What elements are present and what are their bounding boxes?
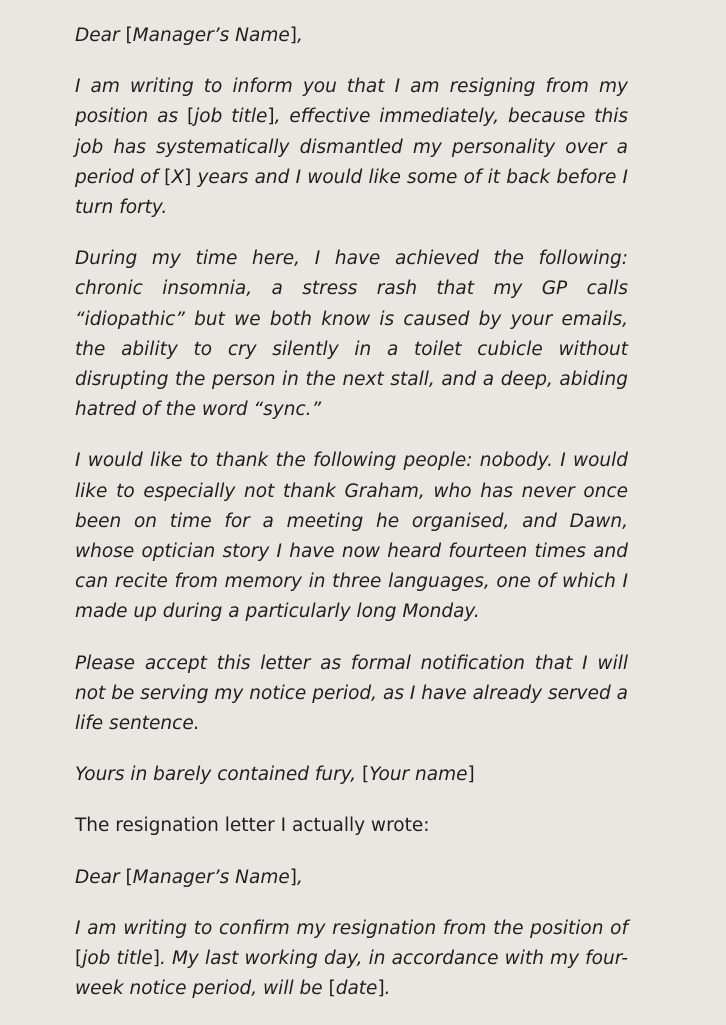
placeholder-years: X	[171, 166, 185, 188]
actual-p1-text-c: .	[384, 978, 391, 1000]
actual-p1-text-b: . My last working day, in accordance with my four-week notice period, will be	[75, 948, 628, 1000]
actual-p1-text-a: I am writing to confirm my resignation from the position of	[75, 917, 628, 939]
draft-paragraph-2: During my time here, I have achieved the following: chronic insomnia, a stress rash that my GP calls “idiopathic” but we both know is caused by your emails, the ability to cry silently in a toilet cubicle without disrupting the person in the next stall, and a deep, abiding hatred of the word “sync.”	[75, 248, 628, 421]
greeting-text: Dear	[75, 866, 126, 888]
transition-line: The resignation letter I actually wrote:	[75, 815, 430, 837]
placeholder-date: date	[335, 978, 378, 1000]
placeholder-manager-name: Manager’s Name	[132, 866, 290, 888]
actual-paragraph-1: I am writing to confirm my resignation from the position of [job title]. My last working day, in accordance with my four-week notice period, will be [date].	[75, 917, 628, 1000]
draft-p1-text-c: years and I would like some of it back before I turn forty.	[75, 166, 628, 219]
draft-p1-text-a: I am writing to inform you that I am resigning from my position as	[75, 76, 628, 128]
greeting-comma: ,	[296, 25, 303, 46]
document-body	[75, 21, 628, 1025]
draft-paragraph-4: Please accept this letter as formal notification that I will not be serving my notice period, as I have already served a life sentence.	[75, 652, 628, 735]
greeting-comma: ,	[296, 866, 303, 888]
draft-greeting: Dear [Manager’s Name],	[75, 25, 303, 46]
actual-greeting: Dear [Manager’s Name],	[75, 866, 303, 888]
greeting-text: Dear	[75, 25, 126, 46]
placeholder-job-title: job title	[82, 948, 153, 970]
draft-paragraph-1: I am writing to inform you that I am resigning from my position as [job title], effective immediately, because this job has systematically dismantled my personality over a period of [X] years and I would like some of it back before I turn forty.	[75, 76, 628, 219]
placeholder-manager-name: Manager’s Name	[132, 25, 290, 46]
draft-signoff: Yours in barely contained fury, [Your name]	[75, 764, 475, 786]
signoff-text: Yours in barely contained fury,	[75, 764, 363, 786]
draft-paragraph-3: I would like to thank the following people: nobody. I would like to especially not thank Graham, who has never once been on time for a meeting he organised, and Dawn, whose optician story I have now heard fourteen times and can recite from memory in three languages, one of which I made up during a particularly long Monday.	[75, 450, 628, 623]
placeholder-job-title: job title	[194, 106, 268, 128]
placeholder-your-name: Your name	[369, 764, 468, 786]
draft-p1-text-b: , effective immediately, because this job has systematically dismantled my personality over a period of	[75, 106, 628, 188]
